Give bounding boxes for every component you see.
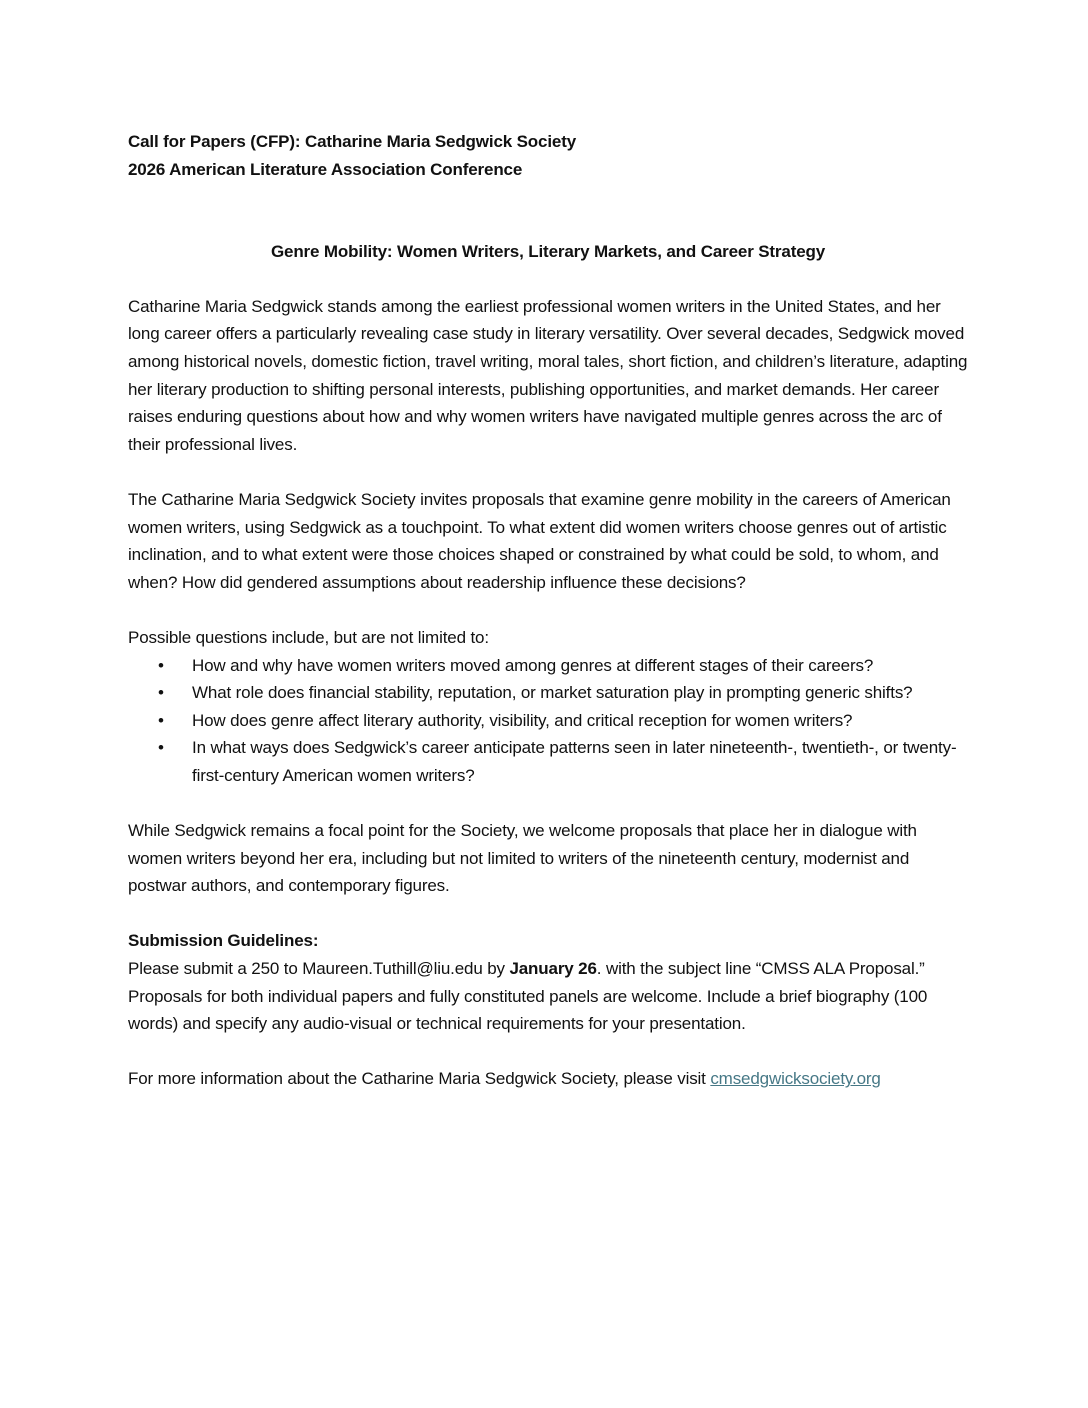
list-item-text: What role does financial stability, reputation, or market saturation play in prompting generic shifts? xyxy=(192,683,913,703)
list-item-text: How does genre affect literary authority, visibility, and critical reception for women writers? xyxy=(192,710,853,730)
submission-heading: Submission Guidelines: xyxy=(128,931,319,951)
list-item-text: How and why have women writers moved among genres at different stages of their careers? xyxy=(192,655,874,675)
invitation-paragraph: The Catharine Maria Sedgwick Society invites proposals that examine genre mobility in the careers of American women writers, using Sedgwick as a touchpoint. To what extent did women writers choose genres out of artistic inclination, and to what extent were those choices shaped or constrained by what could be sold, to whom, and when? How did gendered assumptions about readership influence these decisions? xyxy=(128,489,951,592)
list-item xyxy=(128,734,968,789)
submission-text-start: Please submit a 250 to Maureen.Tuthill@liu.edu by xyxy=(128,959,510,979)
title-line-2: 2026 American Literature Association Conference xyxy=(128,159,523,179)
bullet-icon: • xyxy=(158,683,164,703)
questions-intro: Possible questions include, but are not limited to: xyxy=(128,627,489,647)
list-item xyxy=(128,679,968,707)
deadline-date: January 26 xyxy=(509,959,597,979)
questions-list xyxy=(128,652,968,790)
list-item xyxy=(128,707,968,735)
submission-text-end: . with the subject line “CMSS ALA Proposal.” Proposals for both individual papers and fully constituted panels are welcome. Include a brief biography (100 words) and specify any audio-visual or technical requirements for your presentation. xyxy=(128,959,928,1034)
intro-paragraph: Catharine Maria Sedgwick stands among the earliest professional women writers in the United States, and her long career offers a particularly revealing case study in literary versatility. Over several decades, Sedgwick moved among historical novels, domestic fiction, travel writing, moral tales, short fiction, and children’s literature, adapting her literary production to shifting personal interests, publishing opportunities, and market demands. Her career raises enduring questions about how and why women writers have navigated multiple genres across the arc of their professional lives. xyxy=(128,296,968,454)
bullet-icon: • xyxy=(158,710,164,730)
submission-paragraph xyxy=(128,955,968,1038)
document-subtitle: Genre Mobility: Women Writers, Literary Markets, and Career Strategy xyxy=(270,242,826,262)
scope-paragraph: While Sedgwick remains a focal point for the Society, we welcome proposals that place her in dialogue with women writers beyond her era, including but not limited to writers of the nineteenth century, modernist and postwar authors, and contemporary figures. xyxy=(128,821,917,896)
title-line-1: Call for Papers (CFP): Catharine Maria Sedgwick Society xyxy=(128,132,577,151)
bullet-icon: • xyxy=(158,738,164,758)
bullet-icon: • xyxy=(158,655,164,675)
more-info-paragraph xyxy=(128,1065,968,1093)
document-title xyxy=(128,128,968,183)
more-info-text: For more information about the Catharine Maria Sedgwick Society, please visit xyxy=(128,1069,711,1089)
document-page xyxy=(128,128,968,1121)
society-website-link[interactable]: cmsedgwicksociety.org xyxy=(710,1069,881,1089)
list-item xyxy=(128,652,968,680)
list-item-text: In what ways does Sedgwick’s career anticipate patterns seen in later nineteenth-, twentieth-, or twenty-first-century American women writers? xyxy=(192,738,957,785)
